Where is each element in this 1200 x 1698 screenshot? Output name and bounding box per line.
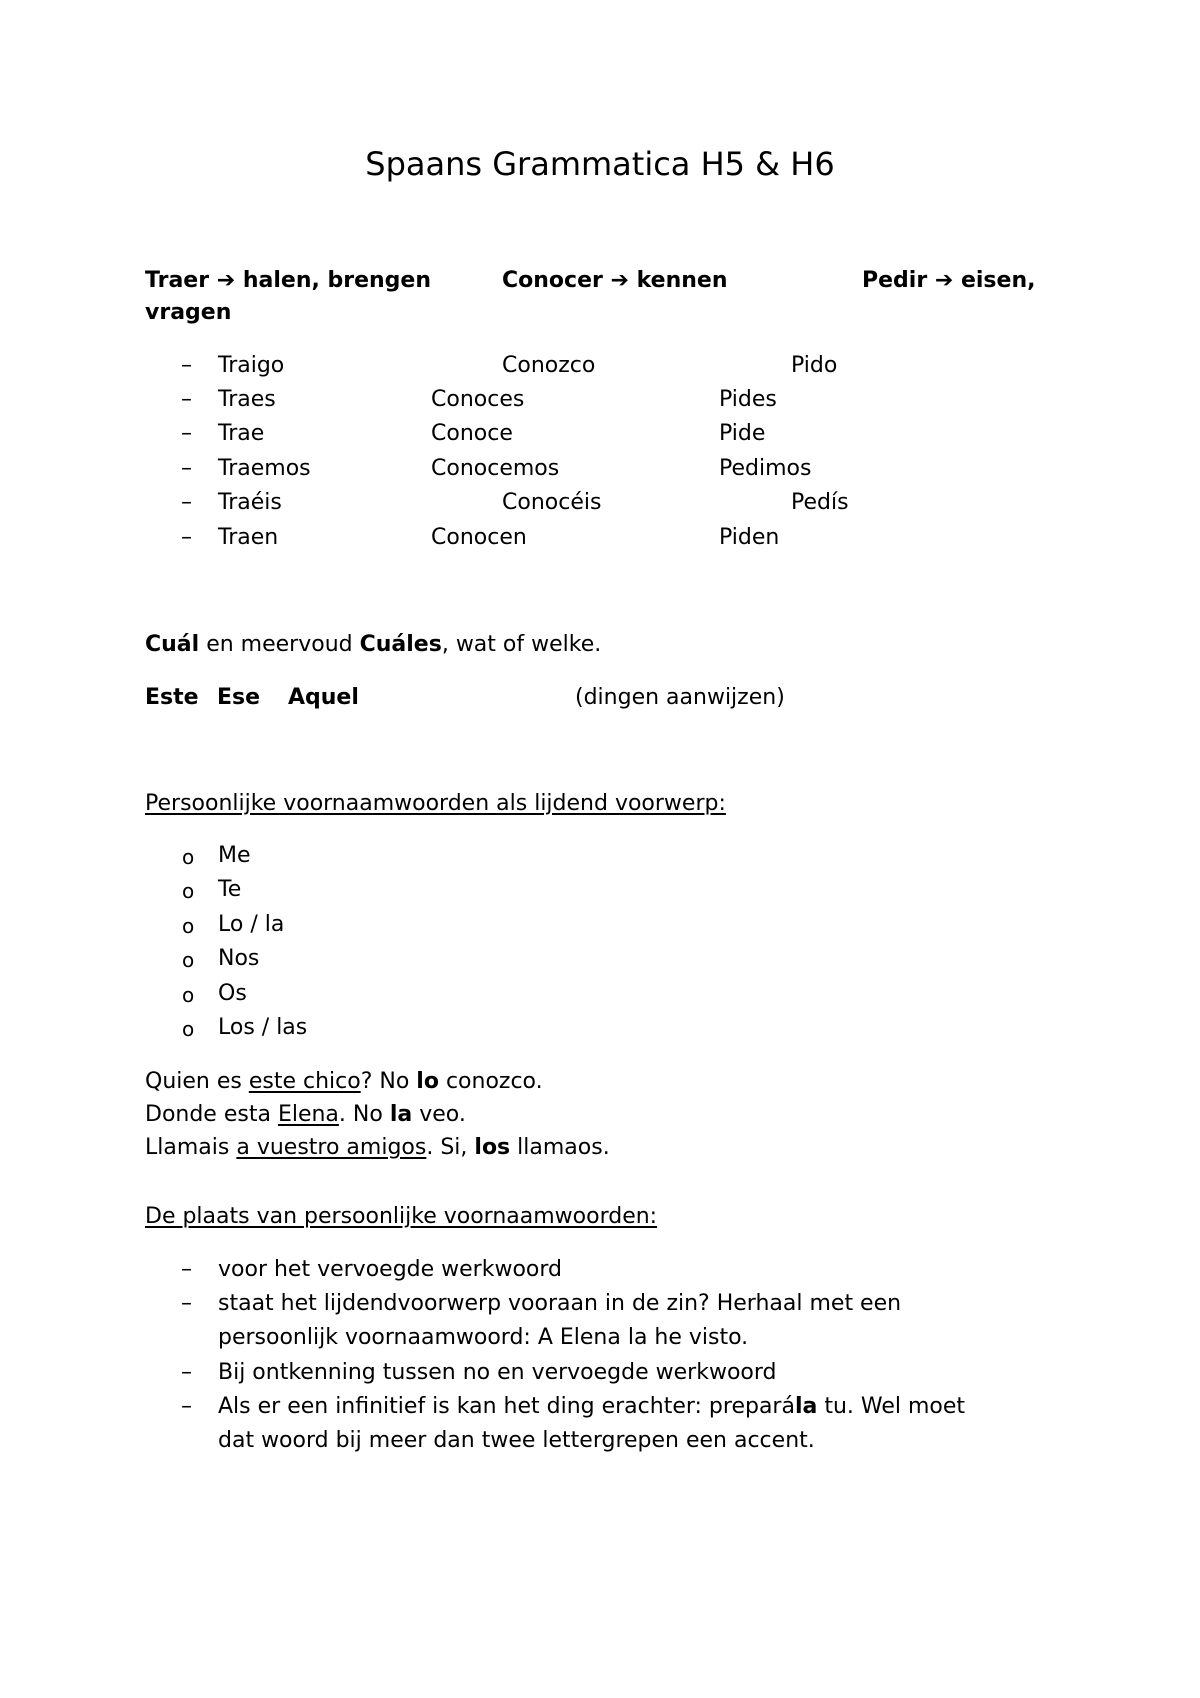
placement-item-continuation: dat woord bij meer dan twee lettergrepen een accent. <box>218 1428 815 1453</box>
example-pronoun: los <box>474 1135 511 1160</box>
verb-conocer: Conocer <box>502 268 603 293</box>
conjugation-conocer: Conocemos <box>431 456 560 481</box>
placement-item: voor het vervoegde werkwoord <box>218 1257 562 1282</box>
list-dash: – <box>181 525 192 550</box>
example-text: ? No <box>360 1069 417 1094</box>
pronoun-item: Lo / la <box>218 912 285 937</box>
pronoun-item: Me <box>218 843 251 868</box>
cuales-word: Cuáles <box>359 632 442 657</box>
verb-pedir-meaning: eisen, <box>960 268 1036 293</box>
pronoun-item: Los / las <box>218 1015 308 1040</box>
verb-header-pedir <box>862 270 1035 292</box>
cual-end: , wat of welke. <box>441 632 602 657</box>
list-dash: – <box>181 1394 192 1419</box>
example-text: conozco. <box>438 1069 543 1094</box>
conjugation-traer: Traemos <box>218 456 311 481</box>
example-text: llamaos. <box>510 1135 610 1160</box>
verb-conocer-meaning: kennen <box>636 268 728 293</box>
conjugation-conocer: Conozco <box>502 353 596 378</box>
conjugation-pedir: Pedimos <box>719 456 812 481</box>
bullet-circle-icon: o <box>182 948 195 972</box>
verb-header-wrap: vragen <box>145 300 232 325</box>
example-pronoun: lo <box>416 1069 439 1094</box>
conjugation-traer: Traen <box>218 525 279 550</box>
document-title: Spaans Grammatica H5 & H6 <box>365 145 835 183</box>
conjugation-pedir: Pido <box>791 353 838 378</box>
pronoun-item: Os <box>218 981 247 1006</box>
conjugation-traer: Traigo <box>218 353 285 378</box>
placement-item: staat het lijdendvoorwerp vooraan in de zin? Herhaal met een <box>218 1291 902 1316</box>
placement-item <box>218 1396 965 1418</box>
example-object: este chico <box>248 1069 361 1094</box>
conjugation-pedir: Pedís <box>791 490 849 515</box>
list-dash: – <box>181 421 192 446</box>
demonstrative-ese: Ese <box>217 685 261 710</box>
example-pronoun: la <box>389 1102 413 1127</box>
conjugation-conocer: Conocen <box>431 525 527 550</box>
verb-traer: Traer <box>145 268 210 293</box>
conjugation-traer: Traéis <box>218 490 282 515</box>
conjugation-traer: Trae <box>218 421 265 446</box>
placement-item: Bij ontkenning tussen no en vervoegde werkwoord <box>218 1360 777 1385</box>
conjugation-conocer: Conoce <box>431 421 513 446</box>
pronoun-item: Nos <box>218 946 260 971</box>
pronoun-item: Te <box>218 877 242 902</box>
example-text: . No <box>338 1102 390 1127</box>
demonstrative-este: Este <box>145 685 199 710</box>
section-heading-placement: De plaats van persoonlijke voornaamwoorden: <box>145 1204 658 1229</box>
conjugation-pedir: Piden <box>719 525 780 550</box>
bullet-circle-icon: o <box>182 1017 195 1041</box>
example-sentence <box>145 1104 466 1126</box>
placement-item-continuation: persoonlijk voornaamwoord: A Elena la he visto. <box>218 1325 749 1350</box>
example-text: Quien es <box>145 1069 249 1094</box>
section-heading-object-pronouns: Persoonlijke voornaamwoorden als lijdend voorwerp: <box>145 791 726 816</box>
conjugation-pedir: Pide <box>719 421 766 446</box>
bullet-circle-icon: o <box>182 845 195 869</box>
conjugation-conocer: Conocéis <box>502 490 602 515</box>
example-text: . Si, <box>426 1135 475 1160</box>
list-dash: – <box>181 1291 192 1316</box>
example-sentence <box>145 1071 543 1093</box>
list-dash: – <box>181 1360 192 1385</box>
bullet-circle-icon: o <box>182 879 195 903</box>
placement-pronoun: la <box>794 1394 818 1419</box>
bullet-circle-icon: o <box>182 983 195 1007</box>
cual-sentence <box>145 634 601 656</box>
placement-text: tu. Wel moet <box>817 1394 966 1419</box>
example-object: a vuestro amigos <box>236 1135 427 1160</box>
bullet-circle-icon: o <box>182 914 195 938</box>
verb-header-traer <box>145 270 431 292</box>
list-dash: – <box>181 1257 192 1282</box>
demonstratives-note: (dingen aanwijzen) <box>575 685 785 710</box>
example-sentence <box>145 1137 610 1159</box>
conjugation-pedir: Pides <box>719 387 777 412</box>
verb-traer-meaning: halen, brengen <box>242 268 432 293</box>
example-text: Llamais <box>145 1135 237 1160</box>
conjugation-traer: Traes <box>218 387 276 412</box>
verb-header-conocer <box>502 270 728 292</box>
example-text: veo. <box>412 1102 466 1127</box>
arrow-right-icon: ➔ <box>934 268 954 293</box>
list-dash: – <box>181 353 192 378</box>
demonstrative-aquel: Aquel <box>288 685 359 710</box>
verb-pedir: Pedir <box>862 268 928 293</box>
list-dash: – <box>181 490 192 515</box>
list-dash: – <box>181 387 192 412</box>
cual-mid: en meervoud <box>199 632 360 657</box>
example-object: Elena <box>277 1102 339 1127</box>
list-dash: – <box>181 456 192 481</box>
conjugation-conocer: Conoces <box>431 387 525 412</box>
arrow-right-icon: ➔ <box>610 268 629 293</box>
cual-word: Cuál <box>145 632 200 657</box>
placement-text: Als er een infinitief is kan het ding erachter: prepará <box>218 1394 795 1419</box>
example-text: Donde esta <box>145 1102 278 1127</box>
arrow-right-icon: ➔ <box>216 268 236 293</box>
